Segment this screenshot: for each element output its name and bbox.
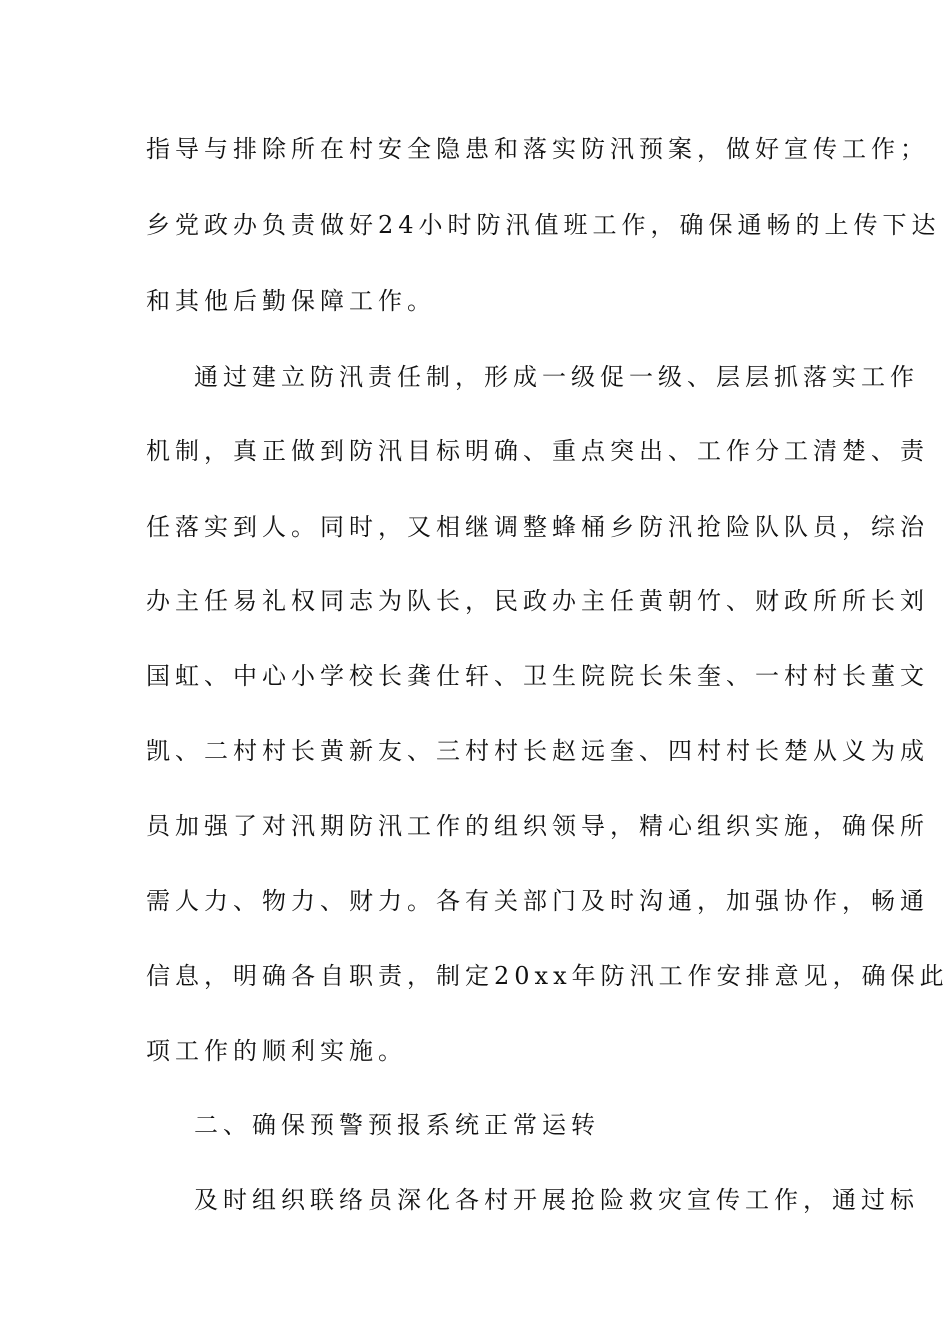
text-line: 项工作的顺利实施。 [146,1037,407,1065]
paragraph-first-line: 通过建立防汛责任制，形成一级促一级、层层抓落实工作 [194,363,919,391]
text-line: 需人力、物力、财力。各有关部门及时沟通，加强协作，畅通 [146,887,929,915]
text-line: 员加强了对汛期防汛工作的组织领导，精心组织实施，确保所 [146,812,929,840]
text-line: 国虹、中心小学校长龚仕轩、卫生院院长朱奎、一村村长董文 [146,662,929,690]
text-line: 乡党政办负责做好24小时防汛值班工作，确保通畅的上传下达 [146,211,941,239]
text-line: 和其他后勤保障工作。 [146,287,436,315]
section-heading: 二、确保预警预报系统正常运转 [194,1111,600,1139]
text-line: 指导与排除所在村安全隐患和落实防汛预案，做好宣传工作； [146,135,929,163]
text-line: 机制，真正做到防汛目标明确、重点突出、工作分工清楚、责 [146,437,929,465]
text-line: 任落实到人。同时，又相继调整蜂桶乡防汛抢险队队员，综治 [146,513,929,541]
text-line: 办主任易礼权同志为队长，民政办主任黄朝竹、财政所所长刘 [146,587,929,615]
text-line: 信息，明确各自职责，制定20xx年防汛工作安排意见，确保此 [146,962,949,990]
paragraph-first-line: 及时组织联络员深化各村开展抢险救灾宣传工作，通过标 [194,1186,919,1214]
text-line: 凯、二村村长黄新友、三村村长赵远奎、四村村长楚从义为成 [146,737,929,765]
